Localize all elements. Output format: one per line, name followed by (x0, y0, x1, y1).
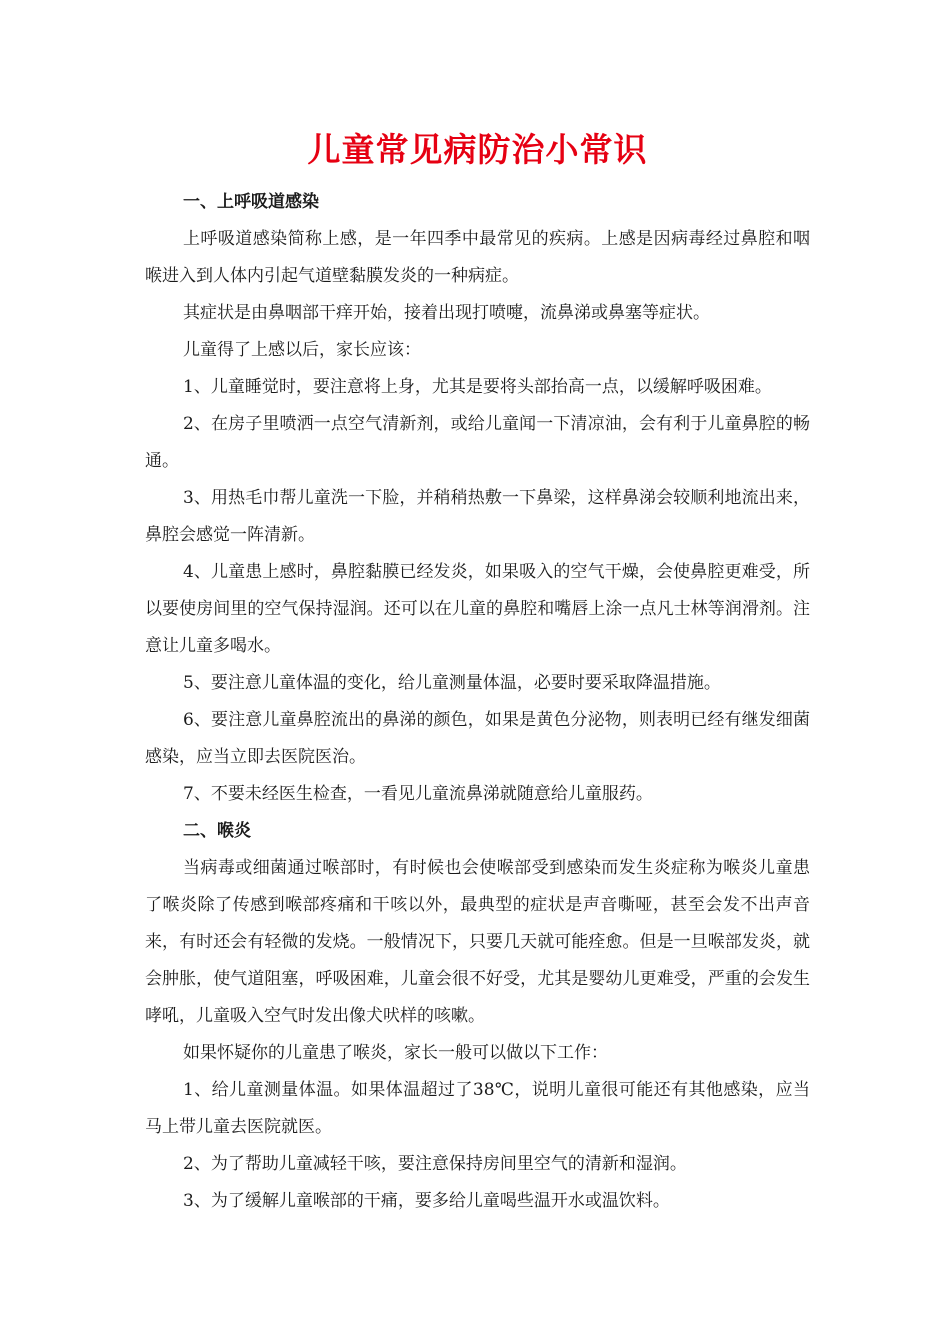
list-item: 6、要注意儿童鼻腔流出的鼻涕的颜色，如果是黄色分泌物，则表明已经有继发细菌感染，应当立即去医院医治。 (145, 710, 810, 767)
list-item: 7、不要未经医生检查，一看见儿童流鼻涕就随意给儿童服药。 (183, 784, 653, 804)
list-item: 1、儿童睡觉时，要注意将上身，尤其是要将头部抬高一点，以缓解呼吸困难。 (183, 377, 772, 397)
list-item: 3、用热毛巾帮儿童洗一下脸，并稍稍热敷一下鼻梁，这样鼻涕会较顺利地流出来，鼻腔会感觉一阵清新。 (145, 488, 810, 545)
list-item: 5、要注意儿童体温的变化，给儿童测量体温，必要时要采取降温措施。 (183, 673, 721, 693)
list-item: 4、儿童患上感时，鼻腔黏膜已经发炎，如果吸入的空气干燥，会使鼻腔更难受，所以要使房间里的空气保持湿润。还可以在儿童的鼻腔和嘴唇上涂一点凡士林等润滑剂。注意让儿童多喝水。 (145, 562, 810, 656)
section-heading: 一、上呼吸道感染 (183, 192, 319, 212)
section-upper-respiratory (145, 184, 810, 813)
document-page (145, 122, 810, 1220)
paragraph: 其症状是由鼻咽部干痒开始，接着出现打喷嚏，流鼻涕或鼻塞等症状。 (183, 303, 710, 323)
list-item: 1、给儿童测量体温。如果体温超过了38℃，说明儿童很可能还有其他感染，应当马上带儿童去医院就医。 (145, 1080, 810, 1137)
paragraph: 上呼吸道感染简称上感，是一年四季中最常见的疾病。上感是因病毒经过鼻腔和咽喉进入到人体内引起气道壁黏膜发炎的一种病症。 (145, 229, 810, 286)
list-item: 3、为了缓解儿童喉部的干痛，要多给儿童喝些温开水或温饮料。 (183, 1191, 670, 1211)
paragraph: 儿童得了上感以后，家长应该： (183, 340, 421, 360)
list-item: 2、为了帮助儿童减轻干咳，要注意保持房间里空气的清新和湿润。 (183, 1154, 687, 1174)
list-item: 2、在房子里喷洒一点空气清新剂，或给儿童闻一下清凉油，会有利于儿童鼻腔的畅通。 (145, 414, 810, 471)
section-laryngitis (145, 813, 810, 1220)
section-heading: 二、喉炎 (183, 821, 251, 841)
paragraph: 当病毒或细菌通过喉部时，有时候也会使喉部受到感染而发生炎症称为喉炎儿童患了喉炎除了传感到喉部疼痛和干咳以外，最典型的症状是声音嘶哑，甚至会发不出声音来，有时还会有轻微的发烧。一般情况下，只要几天就可能痊愈。但是一旦喉部发炎，就会肿胀，使气道阻塞，呼吸困难，儿童会很不好受，尤其是婴幼儿更难受，严重的会发生哮吼，儿童吸入空气时发出像犬吠样的咳嗽。 (145, 858, 810, 1026)
paragraph: 如果怀疑你的儿童患了喉炎，家长一般可以做以下工作： (183, 1043, 608, 1063)
document-title: 儿童常见病防治小常识 (307, 130, 648, 169)
